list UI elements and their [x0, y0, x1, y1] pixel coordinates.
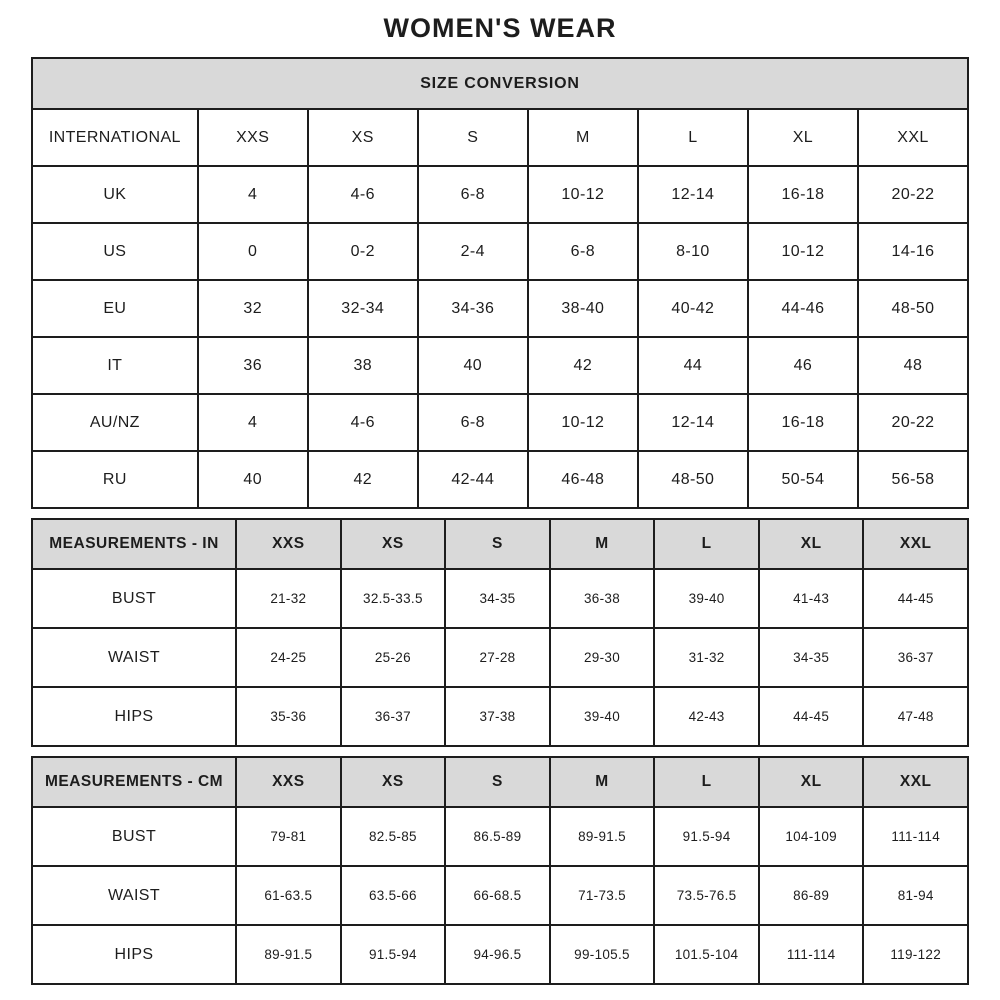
table-cell: 6-8 [418, 166, 528, 223]
table-cell: 86.5-89 [445, 807, 550, 866]
table-cell: 2-4 [418, 223, 528, 280]
table-cell: 31-32 [654, 628, 759, 687]
table-cell: 32 [198, 280, 308, 337]
table-cell: 41-43 [759, 569, 864, 628]
column-header-size: XL [759, 757, 864, 807]
table-cell: 4-6 [308, 394, 418, 451]
table-cell: 29-30 [550, 628, 655, 687]
table-cell: 4 [198, 166, 308, 223]
table-cell: 6-8 [528, 223, 638, 280]
table-cell: 12-14 [638, 394, 748, 451]
table-cell: 14-16 [858, 223, 968, 280]
table-row [32, 569, 968, 628]
table-cell: 4 [198, 394, 308, 451]
table-row [32, 451, 968, 508]
row-label: BUST [32, 807, 236, 866]
table-cell: 32.5-33.5 [341, 569, 446, 628]
table-row [32, 223, 968, 280]
table-cell: 42 [528, 337, 638, 394]
table-cell: 42-43 [654, 687, 759, 746]
column-header-size: XXL [863, 519, 968, 569]
table-cell: 44-45 [863, 569, 968, 628]
row-label: HIPS [32, 687, 236, 746]
table-cell: 42 [308, 451, 418, 508]
table-row [32, 866, 968, 925]
table-cell: 91.5-94 [654, 807, 759, 866]
table-cell: 39-40 [550, 687, 655, 746]
table-row [32, 394, 968, 451]
size-conversion-body [32, 166, 968, 508]
table-cell: 16-18 [748, 166, 858, 223]
table-cell: 66-68.5 [445, 866, 550, 925]
table-row [32, 687, 968, 746]
table-cell: 10-12 [748, 223, 858, 280]
size-conversion-title-row [32, 58, 968, 109]
table-cell: 20-22 [858, 394, 968, 451]
column-header-size: M [528, 109, 638, 166]
table-cell: 101.5-104 [654, 925, 759, 984]
table-cell: 40 [418, 337, 528, 394]
measurements-cm-body [32, 807, 968, 984]
table-row [32, 280, 968, 337]
row-label: UK [32, 166, 198, 223]
table-cell: 44-46 [748, 280, 858, 337]
table-cell: 36-38 [550, 569, 655, 628]
table-cell: 8-10 [638, 223, 748, 280]
table-cell: 21-32 [236, 569, 341, 628]
size-conversion-table [31, 57, 969, 509]
table-cell: 48-50 [858, 280, 968, 337]
measurements-in-body [32, 569, 968, 746]
measurements-cm-table [31, 756, 969, 985]
table-row [32, 628, 968, 687]
table-cell: 44-45 [759, 687, 864, 746]
table-cell: 34-35 [445, 569, 550, 628]
column-header-size: XS [308, 109, 418, 166]
table-cell: 46-48 [528, 451, 638, 508]
table-cell: 38-40 [528, 280, 638, 337]
row-label: EU [32, 280, 198, 337]
column-header-size: S [445, 757, 550, 807]
table-cell: 6-8 [418, 394, 528, 451]
column-header-size: M [550, 757, 655, 807]
table-cell: 42-44 [418, 451, 528, 508]
table-cell: 36-37 [341, 687, 446, 746]
column-header-size: L [638, 109, 748, 166]
table-row [32, 337, 968, 394]
table-cell: 119-122 [863, 925, 968, 984]
table-cell: 50-54 [748, 451, 858, 508]
table-cell: 24-25 [236, 628, 341, 687]
table-cell: 73.5-76.5 [654, 866, 759, 925]
table-cell: 40-42 [638, 280, 748, 337]
row-label: IT [32, 337, 198, 394]
table-cell: 20-22 [858, 166, 968, 223]
table-cell: 111-114 [759, 925, 864, 984]
column-header-size: XXS [236, 519, 341, 569]
table-cell: 63.5-66 [341, 866, 446, 925]
table-cell: 81-94 [863, 866, 968, 925]
column-header-international: INTERNATIONAL [32, 109, 198, 166]
row-label: BUST [32, 569, 236, 628]
table-cell: 12-14 [638, 166, 748, 223]
table-cell: 10-12 [528, 166, 638, 223]
table-cell: 56-58 [858, 451, 968, 508]
table-cell: 89-91.5 [550, 807, 655, 866]
table-cell: 46 [748, 337, 858, 394]
column-header-size: L [654, 519, 759, 569]
column-header-size: S [445, 519, 550, 569]
column-header-size: XXS [198, 109, 308, 166]
table-cell: 89-91.5 [236, 925, 341, 984]
table-row [32, 925, 968, 984]
table-cell: 39-40 [654, 569, 759, 628]
measurements-cm-header-row [32, 757, 968, 807]
table-cell: 40 [198, 451, 308, 508]
table-cell: 48 [858, 337, 968, 394]
column-header-size: XS [341, 519, 446, 569]
row-label: HIPS [32, 925, 236, 984]
table-row [32, 166, 968, 223]
table-cell: 35-36 [236, 687, 341, 746]
table-cell: 32-34 [308, 280, 418, 337]
table-cell: 44 [638, 337, 748, 394]
table-cell: 47-48 [863, 687, 968, 746]
column-header-size: S [418, 109, 528, 166]
column-header-size: XXS [236, 757, 341, 807]
measurements-in-header-row [32, 519, 968, 569]
table-cell: 36-37 [863, 628, 968, 687]
column-header-size: XXL [863, 757, 968, 807]
table-cell: 27-28 [445, 628, 550, 687]
table-cell: 0-2 [308, 223, 418, 280]
table-cell: 91.5-94 [341, 925, 446, 984]
size-conversion-header-row [32, 109, 968, 166]
table-cell: 34-36 [418, 280, 528, 337]
table-cell: 111-114 [863, 807, 968, 866]
table-cell: 34-35 [759, 628, 864, 687]
row-label: US [32, 223, 198, 280]
table-cell: 86-89 [759, 866, 864, 925]
table-cell: 37-38 [445, 687, 550, 746]
table-cell: 104-109 [759, 807, 864, 866]
page-title: WOMEN'S WEAR [383, 13, 617, 43]
column-header-size: XXL [858, 109, 968, 166]
size-conversion-title: SIZE CONVERSION [32, 58, 968, 109]
column-header-size: M [550, 519, 655, 569]
table-cell: 25-26 [341, 628, 446, 687]
table-cell: 82.5-85 [341, 807, 446, 866]
table-cell: 4-6 [308, 166, 418, 223]
table-cell: 16-18 [748, 394, 858, 451]
column-header-size: L [654, 757, 759, 807]
column-header-size: XL [748, 109, 858, 166]
table-row [32, 807, 968, 866]
row-label: WAIST [32, 628, 236, 687]
table-cell: 48-50 [638, 451, 748, 508]
row-label: RU [32, 451, 198, 508]
row-label: AU/NZ [32, 394, 198, 451]
row-label: WAIST [32, 866, 236, 925]
column-header-size: XS [341, 757, 446, 807]
table-cell: 71-73.5 [550, 866, 655, 925]
table-cell: 79-81 [236, 807, 341, 866]
table-cell: 10-12 [528, 394, 638, 451]
table-cell: 0 [198, 223, 308, 280]
measurements-in-title: MEASUREMENTS - IN [32, 519, 236, 569]
table-cell: 36 [198, 337, 308, 394]
column-header-size: XL [759, 519, 864, 569]
table-cell: 99-105.5 [550, 925, 655, 984]
table-cell: 61-63.5 [236, 866, 341, 925]
measurements-cm-title: MEASUREMENTS - CM [32, 757, 236, 807]
measurements-in-table [31, 518, 969, 747]
table-cell: 38 [308, 337, 418, 394]
table-cell: 94-96.5 [445, 925, 550, 984]
